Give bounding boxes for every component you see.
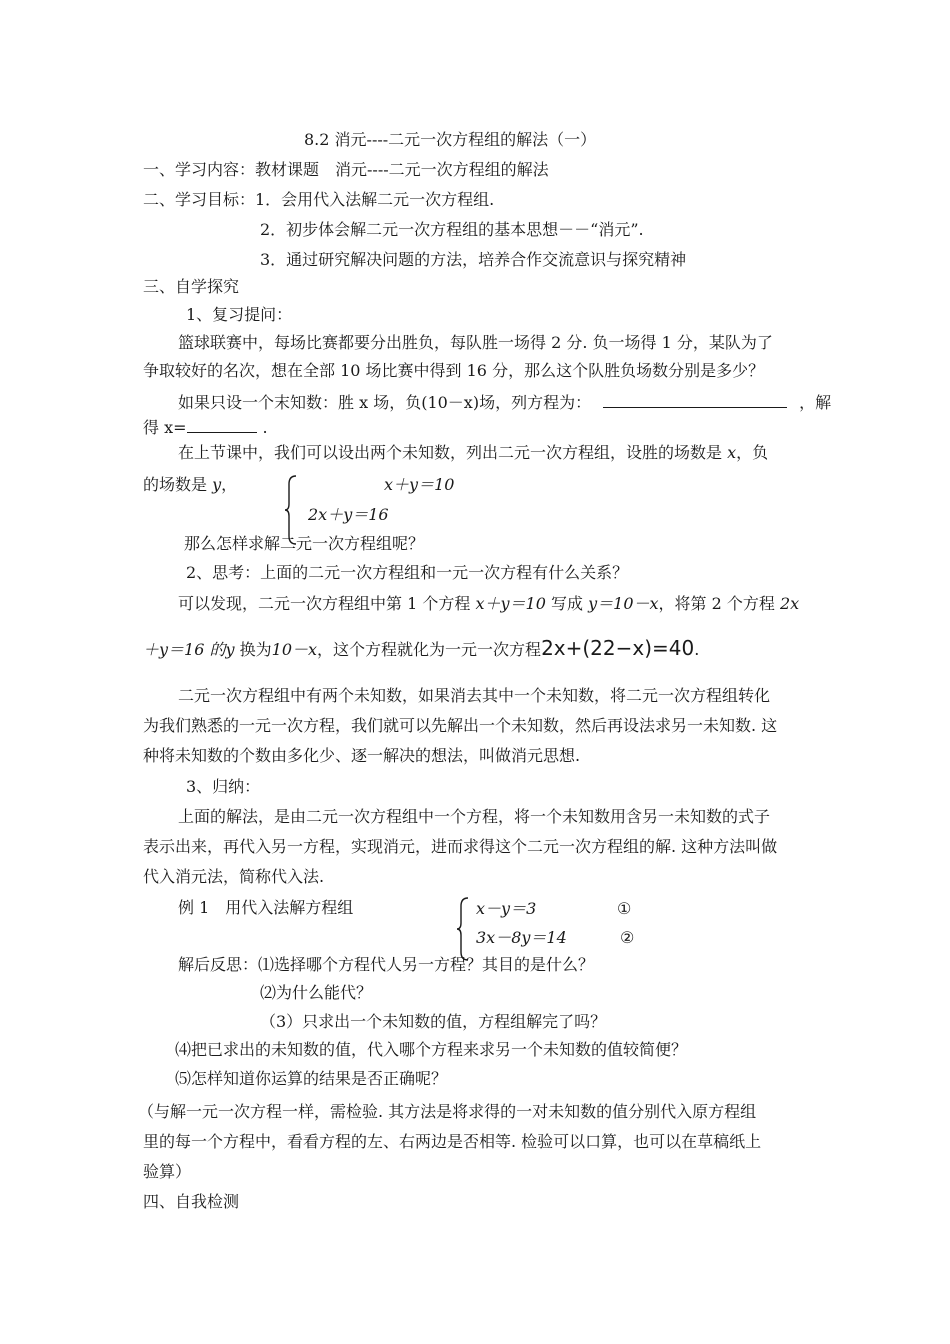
check-note-line-1: （与解一元一次方程一样，需检验. 其方法是将求得的一对未知数的值分别代入原方程组 bbox=[138, 1102, 757, 1121]
example-equation-2-mark: ② bbox=[620, 928, 635, 947]
answer-blank[interactable] bbox=[187, 418, 257, 433]
page-title: 8.2 消元----二元一次方程组的解法（一） bbox=[304, 130, 597, 149]
think-text-4: ＋y＝16 的 bbox=[143, 640, 226, 659]
system-brace-2 bbox=[456, 896, 470, 962]
section-4-heading: 四、自我检测 bbox=[143, 1192, 240, 1211]
single-variable-line bbox=[178, 393, 831, 413]
think-line-1 bbox=[178, 594, 799, 614]
solve-text: ，解 bbox=[799, 393, 832, 412]
section-2-goal-3: 3．通过研究解决问题的方法，培养合作交流意识与探究精神 bbox=[260, 250, 687, 269]
how-to-solve-question: 那么怎样求解二元一次方程组呢？ bbox=[184, 534, 425, 553]
lose-count-text: 的场数是 bbox=[143, 475, 208, 494]
elimination-line-2: 为我们熟悉的一元一次方程，我们就可以先解出一个未知数，然后再设法求另一未知数. 这 bbox=[143, 716, 778, 735]
induce-line-3: 代入消元法，简称代入法. bbox=[143, 867, 325, 886]
induce-heading: 3、归纳： bbox=[186, 777, 261, 796]
example-equation-2: 3x－8y＝14 bbox=[476, 928, 567, 947]
think-text-2: 写成 bbox=[550, 594, 583, 613]
think-var-y: y bbox=[225, 640, 235, 659]
example-equation-1: x－y＝3 bbox=[476, 899, 537, 918]
example-equation-1-mark: ① bbox=[617, 899, 632, 918]
think-text-5: 换为 bbox=[239, 640, 272, 659]
example-label: 例 1 用代入法解方程组 bbox=[178, 898, 354, 917]
solution-line bbox=[143, 418, 268, 438]
section-3-heading: 三、自学探究 bbox=[143, 277, 240, 296]
review-paragraph-line-2: 争取较好的名次，想在全部 10 场比赛中得到 16 分，那么这个队胜负场数分别是多少？ bbox=[143, 361, 765, 380]
think-eq-4: 10－x bbox=[271, 640, 318, 659]
solution-end: . bbox=[262, 418, 268, 437]
lose-count-end: ， bbox=[221, 475, 238, 494]
system-1-equation-2: 2x＋y＝16 bbox=[308, 505, 389, 524]
induce-line-1: 上面的解法，是由二元一次方程组中一个方程，将一个未知数用含另一未知数的式子 bbox=[178, 807, 771, 826]
two-variable-line-1 bbox=[178, 443, 768, 463]
system-1-equation-1: x＋y＝10 bbox=[384, 475, 455, 494]
think-heading: 2、思考：上面的二元一次方程组和一元一次方程有什么关系？ bbox=[186, 563, 629, 582]
think-end: . bbox=[694, 640, 700, 659]
two-variable-end: ，负 bbox=[736, 443, 769, 462]
think-line-2 bbox=[143, 638, 699, 660]
two-variable-text: 在上节课中，我们可以设出两个未知数，列出二元一次方程组，设胜的场数是 bbox=[178, 443, 723, 462]
think-eq-2: y＝10－x bbox=[588, 594, 659, 613]
check-note-line-2: 里的每一个方程中，看看方程的左、右两边是否相等. 检验可以口算，也可以在草稿纸上 bbox=[143, 1132, 762, 1151]
solution-label: 得 x= bbox=[143, 418, 187, 437]
reflect-question-4: ⑷把已求出的未知数的值，代入哪个方程来求另一个未知数的值较简便？ bbox=[175, 1040, 688, 1059]
reflect-question-3: （3）只求出一个未知数的值，方程组解完了吗？ bbox=[260, 1012, 607, 1031]
review-heading: 1、复习提问： bbox=[186, 305, 293, 324]
section-1-content: 一、学习内容：教材课题 消元----二元一次方程组的解法 bbox=[143, 160, 549, 179]
section-2-goal-1: 二、学习目标：1．会用代入法解二元一次方程组. bbox=[143, 190, 495, 209]
elimination-line-3: 种将未知数的个数由多化少、逐一解决的想法，叫做消元思想. bbox=[143, 746, 581, 765]
reflect-question-5: ⑸怎样知道你运算的结果是否正确呢？ bbox=[175, 1069, 448, 1088]
think-text-6: ，这个方程就化为一元一次方程 bbox=[317, 640, 542, 659]
review-paragraph-line-1: 篮球联赛中，每场比赛都要分出胜负，每队胜一场得 2 分. 负一场得 1 分，某队为了 bbox=[178, 333, 773, 352]
var-y: y bbox=[212, 475, 222, 494]
section-2-goal-2: 2．初步体会解二元一次方程组的基本思想－－“消元”. bbox=[260, 220, 644, 239]
think-eq-3: 2x bbox=[779, 594, 800, 613]
reflect-question-1: 解后反思：⑴选择哪个方程代人另一方程？其目的是什么？ bbox=[178, 955, 595, 974]
think-eq-1: x＋y＝10 bbox=[475, 594, 546, 613]
var-x: x bbox=[727, 443, 737, 462]
check-note-line-3: 验算） bbox=[143, 1162, 192, 1181]
reflect-question-2: ⑵为什么能代？ bbox=[260, 983, 373, 1002]
think-text-3: ，将第 2 个方程 bbox=[658, 594, 775, 613]
one-variable-equation: 2x+(22−x)=40 bbox=[541, 636, 695, 660]
think-text-1: 可以发现，二元一次方程组中第 1 个方程 bbox=[178, 594, 471, 613]
equation-blank[interactable] bbox=[603, 393, 787, 408]
induce-line-2: 表示出来，再代入另一方程，实现消元，进而求得这个二元一次方程组的解. 这种方法叫做 bbox=[143, 837, 778, 856]
elimination-line-1: 二元一次方程组中有两个未知数，如果消去其中一个未知数，将二元一次方程组转化 bbox=[178, 686, 771, 705]
two-variable-line-2 bbox=[143, 475, 237, 495]
single-variable-text: 如果只设一个末知数：胜 x 场，负(10－x)场，列方程为： bbox=[178, 393, 592, 412]
